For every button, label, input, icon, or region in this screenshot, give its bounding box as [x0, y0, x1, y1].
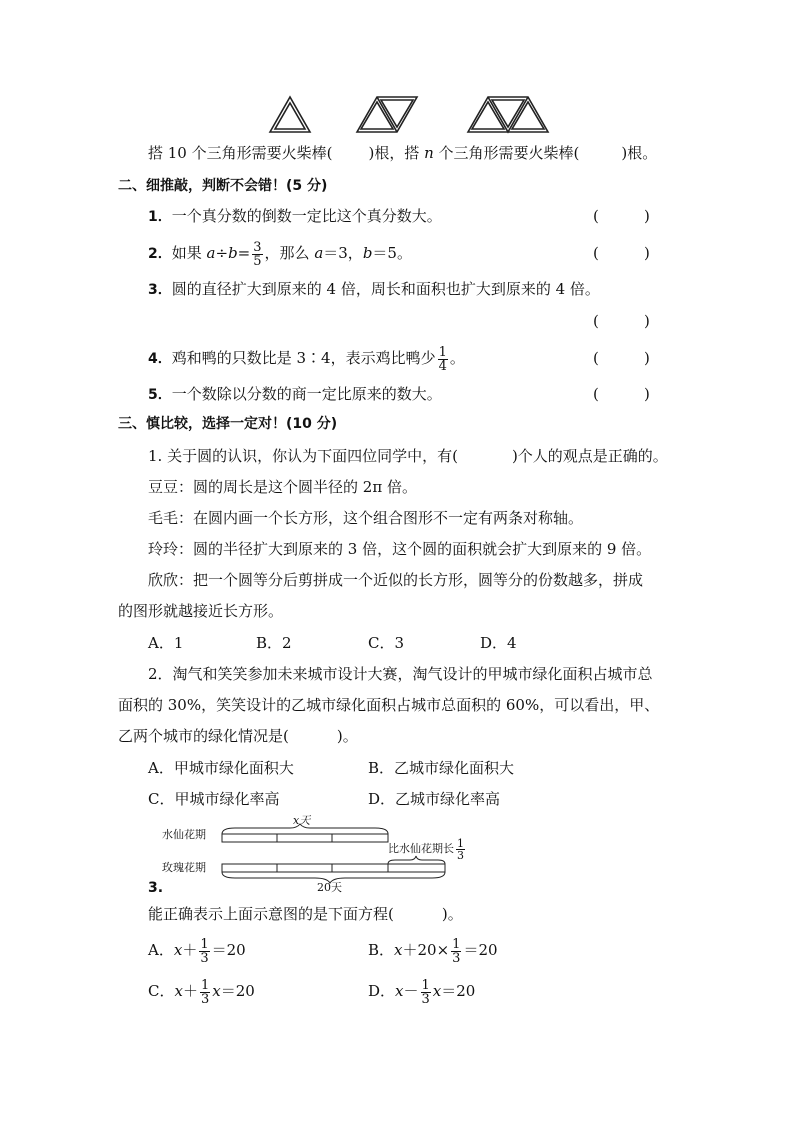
- judge-q4: 4．鸡和鸭的只数比是 3∶4，表示鸡比鸭少 $\frac{1}{4}$ 。: [148, 344, 465, 374]
- one-triangle: [270, 97, 310, 132]
- three-triangles: [468, 97, 548, 132]
- statement-xinxin: 欣欣：把一个圆等分后剪拼成一个近似的长方形，圆等分的份数越多，拼成: [148, 571, 644, 589]
- matchstick-question: 搭 10 个三角形需要火柴棒( )根，搭 n 个三角形需要火柴棒( )根。: [148, 144, 658, 162]
- choice-q2-option-b[interactable]: B．乙城市绿化面积大: [368, 759, 515, 777]
- statement-lingling: 玲玲：圆的半径扩大到原来的 3 倍，这个圆的面积就会扩大到原来的 9 倍。: [148, 540, 652, 558]
- choice-q2-line1: 2．淘气和笑笑参加未来城市设计大赛，淘气设计的甲城市绿化面积占城市总: [148, 665, 653, 683]
- diagram-label-bottom: 20天: [317, 881, 342, 894]
- fraction: $\frac{1}{3}$: [421, 977, 430, 1007]
- choice-q3-option-b[interactable]: B．x＋20× $\frac{1}{3}$ ＝20: [368, 936, 498, 966]
- fraction: $\frac{1}{3}$: [200, 977, 210, 1007]
- choice-q3-option-d[interactable]: D．x－ $\frac{1}{3}$ x＝20: [368, 977, 476, 1007]
- fraction: $\frac{1}{3}$: [457, 836, 464, 862]
- section2-heading: 二、细推敲，判断不会错！(5 分): [118, 178, 328, 194]
- choice-q3-option-c[interactable]: C．x＋ $\frac{1}{3}$ x＝20: [148, 977, 255, 1007]
- diagram-label-longer: 比水仙花期长 $\frac{1}{3}$: [388, 836, 464, 862]
- statement-maomao: 毛毛：在圆内画一个长方形，这个组合图形不一定有两条对称轴。: [148, 509, 584, 527]
- choice-q1-option-b[interactable]: B．2: [256, 634, 292, 652]
- choice-q2-line2: 面积的 30%，笑笑设计的乙城市绿化面积占城市总面积的 60%，可以看出，甲、: [118, 696, 660, 714]
- statement-doudou: 豆豆：圆的周长是这个圆半径的 2π 倍。: [148, 478, 417, 496]
- two-triangles: [357, 97, 417, 132]
- choice-q2-line3: 乙两个城市的绿化情况是( )。: [118, 727, 358, 745]
- choice-q3-stem: 能正确表示上面示意图的是下面方程( )。: [148, 905, 463, 923]
- fraction: $\frac{3}{5}$: [253, 239, 262, 269]
- choice-q1-option-c[interactable]: C．3: [368, 634, 405, 652]
- choice-q2-option-d[interactable]: D．乙城市绿化率高: [368, 790, 501, 808]
- matchstick-triangles-figure: [260, 94, 560, 136]
- fraction: $\frac{1}{3}$: [200, 936, 209, 966]
- choice-q2-option-a[interactable]: A．甲城市绿化面积大: [148, 759, 294, 777]
- diagram-label-top: x天: [293, 814, 311, 827]
- choice-q3-option-a[interactable]: A．x＋ $\frac{1}{3}$ ＝20: [148, 936, 246, 966]
- judge-q1: 1．一个真分数的倒数一定比这个真分数大。: [148, 207, 442, 225]
- diagram-label-rose: 玫瑰花期: [162, 861, 206, 874]
- choice-q1-stem: 1. 关于圆的认识，你认为下面四位同学中，有( )个人的观点是正确的。: [148, 447, 668, 465]
- choice-q2-option-c[interactable]: C．甲城市绿化率高: [148, 790, 280, 808]
- judge-q2: 2．如果 a÷b= $\frac{3}{5}$ ，那么 a＝3，b＝5。: [148, 239, 412, 269]
- diagram-label-narcissus: 水仙花期: [162, 828, 206, 841]
- section3-heading: 三、慎比较，选择一定对！(10 分): [118, 416, 338, 432]
- fraction: $\frac{1}{3}$: [452, 936, 461, 966]
- choice-q1-option-a[interactable]: A．1: [148, 634, 184, 652]
- judge-q3: 3．圆的直径扩大到原来的 4 倍，周长和面积也扩大到原来的 4 倍。: [148, 280, 600, 298]
- line-segment-diagram: [215, 820, 455, 886]
- choice-q3-number: 3.: [148, 880, 164, 896]
- choice-q1-option-d[interactable]: D．4: [480, 634, 517, 652]
- statement-xinxin-cont: 的图形就越接近长方形。: [118, 602, 284, 620]
- judge-q5: 5．一个数除以分数的商一定比原来的数大。: [148, 385, 442, 403]
- fraction: $\frac{1}{4}$: [438, 344, 447, 374]
